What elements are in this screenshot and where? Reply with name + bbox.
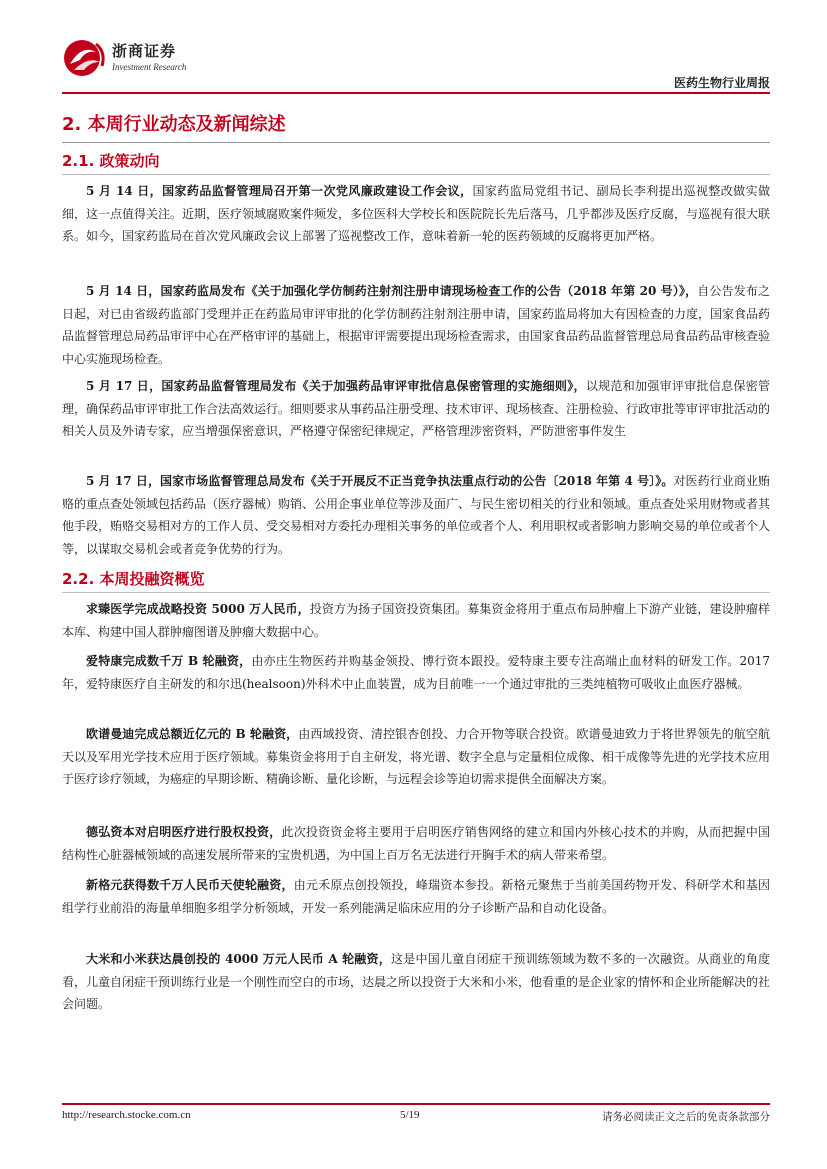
policy-paragraph: [62, 375, 770, 443]
section-divider: [62, 142, 770, 143]
footer-disclaimer: 请务必阅读正文之后的免责条款部分: [602, 1111, 770, 1123]
policy-lead: 5 月 17 日，国家市场监督管理总局发布《关于开展反不正当竞争执法重点行动的公告〔2018 年第 4 号〕》。: [86, 474, 674, 488]
financing-paragraph: [62, 821, 770, 866]
financing-paragraph: [62, 723, 770, 791]
financing-paragraph: [62, 650, 770, 695]
policy-paragraph: [62, 470, 770, 560]
financing-body: 由西域投资、清控银杏创投、力合开物等联合投资。欧谱曼迪致力于将世界领先的航空航天以及军用光学技术应用于医疗领域。募集资金将用于自主研发，将光谱、数字全息与定量相位成像、相干成像等先进的光学技术应用于医疗诊疗领域，为癌症的早期诊断、精确诊断、量化诊断，与远程会诊等迫切需求提供全面解决方案。: [62, 727, 771, 786]
policy-paragraph: [62, 180, 770, 248]
financing-paragraph: [62, 598, 770, 643]
footer-divider: [62, 1103, 770, 1105]
financing-paragraph: [62, 948, 770, 1016]
policy-body: 自公告发布之日起，对已由省级药监部门受理并正在药监局审评审批的化学仿制药注射剂注册申请，国家药监局将加大有因检查的力度，国家食品药品监督管理总局药品审评中心在严格审评的基础上，根据审评需要提出现场检查需求，由国家食品药品监督管理总局食品药品审核查验中心实施现场检查。: [62, 284, 771, 366]
financing-body: 由元禾原点创投领投，峰瑞资本参投。新格元聚焦于当前美国药物开发、科研学术和基因组学行业前沿的海量单细胞多组学分析领域，开发一系列能满足临床应用的分子诊断产品和自动化设备。: [62, 878, 770, 915]
section-title: 2. 本周行业动态及新闻综述: [62, 114, 286, 135]
report-type: 医药生物行业周报: [673, 76, 770, 90]
financing-lead: 求臻医学完成战略投资 5000 万人民币，: [86, 602, 310, 616]
financing-body: 此次投资资金将主要用于启明医疗销售网络的建立和国内外核心技术的并购，从而把握中国结构性心脏器械领域的高速发展所带来的宝贵机遇，为中国上百万名无法进行开胸手术的病人带来希望。: [62, 825, 770, 862]
financing-divider: [62, 592, 770, 593]
policy-lead: 5 月 14 日，国家药监局发布《关于加强化学仿制药注射剂注册申请现场检查工作的公告（2018 年第 20 号）》，: [86, 284, 698, 298]
financing-lead: 新格元获得数千万人民币天使轮融资，: [86, 878, 294, 892]
page-header: [62, 38, 770, 94]
financing-lead: 爱特康完成数千万 B 轮融资，: [86, 654, 252, 668]
financing-body: 这是中国儿童自闭症干预训练领域为数不多的一次融资。从商业的角度看，儿童自闭症干预训练行业是一个刚性而空白的市场，达晨之所以投资于大米和小米，他看重的是企业家的情怀和企业所能解决的社会问题。: [62, 952, 771, 1011]
policy-body: 对医药行业商业贿赂的重点查处领域包括药品（医疗器械）购销、公用企事业单位等涉及面广、与民生密切相关的行业和领域。重点查处采用财物或者其他手段，贿赂交易相对方的工作人员、受交易相对方委托办理相关事务的单位或者个人、利用职权或者影响力影响交易的单位或者个人等，以谋取交易机会或者竞争优势的行为。: [62, 474, 771, 556]
financing-lead: 欧谱曼迪完成总额近亿元的 B 轮融资，: [86, 727, 299, 741]
financing-paragraph: [62, 874, 770, 919]
zheshang-logo-icon: [62, 38, 108, 78]
policy-body: 国家药监局党组书记、副局长李利提出巡视整改做实做细，这一点值得关注。近期，医疗领域腐败案件频发，多位医科大学校长和医院院长先后落马，几乎都涉及医疗反腐，与巡视有很大联系。如今，国家药监局在首次党风廉政会议上部署了巡视整改工作，意味着新一轮的医药领域的反腐将更加严格。: [62, 184, 771, 243]
policy-lead: 5 月 14 日，国家药品监督管理局召开第一次党风廉政建设工作会议，: [86, 184, 473, 198]
policy-body: 以规范和加强审评审批信息保密管理，确保药品审评审批工作合法高效运行。细则要求从事药品注册受理、技术审评、现场核查、注册检验、行政审批等审评审批活动的相关人员及外请专家，应当增强保密意识，严格遵守保密纪律规定，严格管理涉密资料，严防泄密事件发生: [62, 379, 771, 438]
financing-lead: 德弘资本对启明医疗进行股权投资，: [86, 825, 282, 839]
financing-body: 投资方为扬子国资投资集团。募集资金将用于重点布局肿瘤上下游产业链，建设肿瘤样本库、构建中国人群肿瘤图谱及肿瘤大数据中心。: [62, 602, 770, 639]
footer-url-link[interactable]: http://research.stocke.com.cn: [62, 1109, 191, 1121]
financing-body: 由亦庄生物医药并购基金领投、博行资本跟投。爱特康主要专注高端止血材料的研发工作。2017 年，爱特康医疗自主研发的和尔迅(healsoon)外科术中止血装置，成为目前唯一一个通过审批的三类纯植物可吸收止血医疗器械。: [62, 654, 770, 691]
header-divider: [62, 92, 770, 94]
brand-subtitle: Investment Research: [112, 62, 187, 72]
policy-lead: 5 月 17 日，国家药品监督管理局发布《关于加强药品审评审批信息保密管理的实施细则》，: [86, 379, 586, 393]
brand-name: 浙商证券: [112, 42, 177, 60]
page-number: 5/19: [400, 1109, 420, 1121]
policy-divider: [62, 174, 770, 175]
policy-paragraph: [62, 280, 770, 370]
policy-heading: 2.1. 政策动向: [62, 152, 160, 170]
financing-heading: 2.2. 本周投融资概览: [62, 570, 205, 588]
financing-lead: 大米和小米获达晨创投的 4000 万元人民币 A 轮融资，: [86, 952, 392, 966]
